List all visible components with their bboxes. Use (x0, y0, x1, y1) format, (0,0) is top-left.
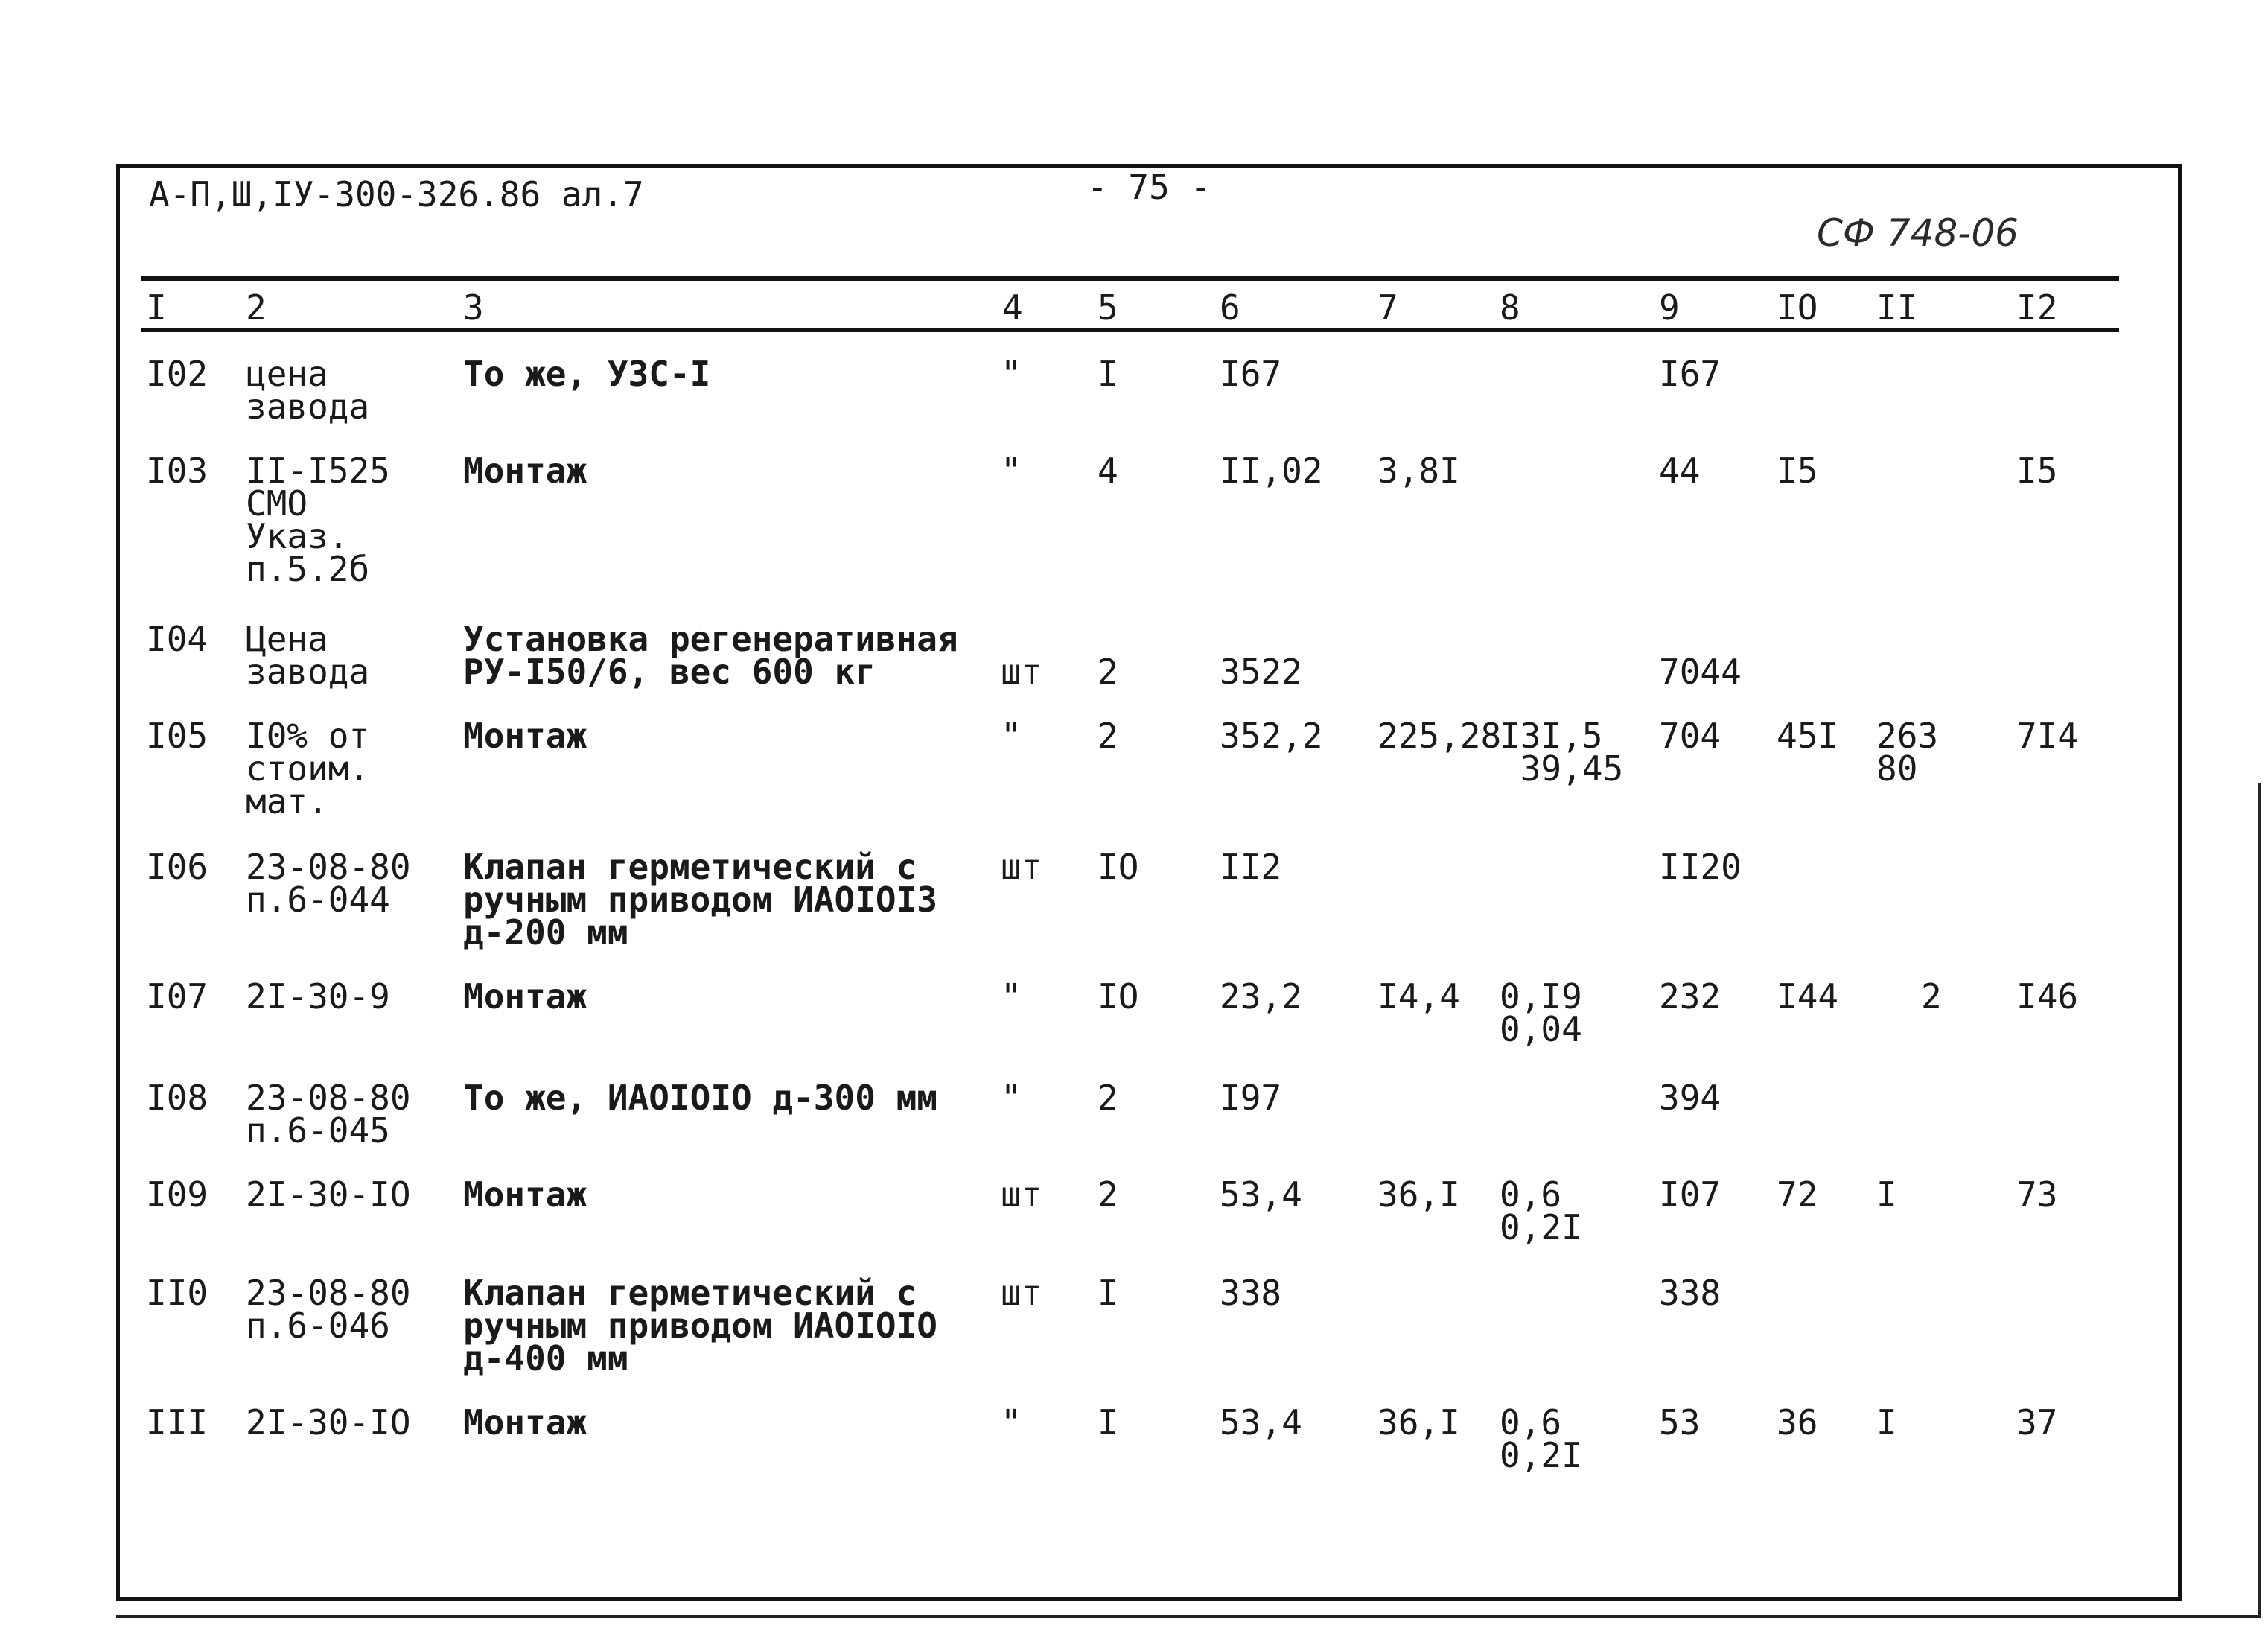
header-rule-top (141, 276, 2119, 281)
cell-col-1: II0 (146, 1273, 208, 1313)
cell-col-5: 2 (1098, 652, 1118, 692)
cell-col-12: 37 (2016, 1402, 2058, 1443)
cell-col-5: 2 (1098, 1174, 1118, 1215)
cell-col-3: Монтаж (463, 1402, 587, 1443)
cell-col-12: I46 (2016, 976, 2079, 1017)
cell-col-1: I07 (146, 976, 208, 1017)
cell-col-9: 704 (1659, 716, 1721, 756)
cell-col-12: 7I4 (2016, 716, 2079, 756)
cell-col-1: I02 (146, 354, 208, 394)
cell-col-2: 23-08-80 п.6-045 (246, 1078, 411, 1151)
cell-col-5: I (1098, 354, 1118, 394)
cell-col-10: 72 (1777, 1174, 1818, 1215)
cell-col-3: Установка регенеративная РУ-I50/6, вес 600 кг (463, 619, 958, 692)
cell-col-7: 36,I (1377, 1402, 1460, 1443)
cell-col-5: IO (1098, 847, 1139, 887)
cell-col-6: 53,4 (1220, 1174, 1302, 1215)
cell-col-4: шт (1001, 847, 1042, 887)
cell-col-4: шт (1001, 1273, 1042, 1313)
cell-col-6: I97 (1220, 1078, 1282, 1118)
cell-col-2: 2I-30-IO (246, 1402, 411, 1443)
cell-col-2: I0% от стоим. мат. (246, 716, 370, 821)
cell-col-4: " (1001, 1078, 1022, 1118)
column-header: 3 (463, 287, 484, 328)
cell-col-11: I (1876, 1174, 1897, 1215)
column-header: II (1876, 287, 1918, 328)
column-header: 7 (1377, 287, 1398, 328)
cell-col-6: 23,2 (1220, 976, 1302, 1017)
column-header: 8 (1500, 287, 1520, 328)
cell-col-5: I (1098, 1402, 1118, 1443)
cell-col-3: Клапан герметический с ручным приводом ИАОIОI3 д-200 мм (463, 847, 937, 953)
cell-col-3: Монтаж (463, 1174, 587, 1215)
cell-col-9: 7044 (1659, 652, 1742, 692)
column-header: I2 (2016, 287, 2058, 328)
cell-col-1: III (146, 1402, 208, 1443)
cell-col-9: 44 (1659, 451, 1701, 491)
cell-col-6: I67 (1220, 354, 1282, 394)
cell-col-4: " (1001, 1402, 1022, 1443)
column-header: 9 (1659, 287, 1680, 328)
cell-col-9: 338 (1659, 1273, 1721, 1313)
cell-col-2: Цена завода (246, 619, 370, 692)
cell-col-4: шт (1001, 652, 1042, 692)
column-header: I (146, 287, 167, 328)
cell-col-7: 225,28 (1377, 716, 1502, 756)
cell-col-2: 23-08-80 п.6-046 (246, 1273, 411, 1346)
cell-col-6: II2 (1220, 847, 1282, 887)
cell-col-6: 352,2 (1220, 716, 1323, 756)
cell-col-12: 73 (2016, 1174, 2058, 1215)
cell-col-3: То же, УЗС-I (463, 354, 711, 394)
cell-col-11: 263 80 (1876, 716, 1939, 789)
cell-col-11: I (1876, 1402, 1897, 1443)
cell-col-8: 0,6 0,2I (1500, 1402, 1582, 1475)
cell-col-8: 0,I9 0,04 (1500, 976, 1582, 1049)
column-header: 2 (246, 287, 267, 328)
cell-col-3: Монтаж (463, 451, 587, 491)
handwritten-stamp: СФ 748-06 (1817, 212, 2019, 255)
cell-col-11: 2 (1921, 976, 1942, 1017)
cell-col-3: Монтаж (463, 976, 587, 1017)
cell-col-6: II,02 (1220, 451, 1323, 491)
cell-col-2: цена завода (246, 354, 370, 427)
column-header: 5 (1098, 287, 1118, 328)
cell-col-1: I09 (146, 1174, 208, 1215)
cell-col-3: Клапан герметический с ручным приводом ИАОIОIО д-400 мм (463, 1273, 937, 1379)
page-frame (116, 164, 2182, 1601)
cell-col-5: 2 (1098, 1078, 1118, 1118)
cell-col-10: I5 (1777, 451, 1818, 491)
cell-col-5: 4 (1098, 451, 1118, 491)
cell-col-1: I04 (146, 619, 208, 659)
cell-col-3: Монтаж (463, 716, 587, 756)
cell-col-4: шт (1001, 1174, 1042, 1215)
document-cipher: А-П,Ш,IУ-300-326.86 ал.7 (149, 174, 644, 214)
column-header: IO (1777, 287, 1818, 328)
cell-col-6: 3522 (1220, 652, 1302, 692)
cell-col-10: 36 (1777, 1402, 1818, 1443)
cell-col-7: 3,8I (1377, 451, 1460, 491)
cell-col-7: 36,I (1377, 1174, 1460, 1215)
cell-col-7: I4,4 (1377, 976, 1460, 1017)
cell-col-6: 338 (1220, 1273, 1282, 1313)
cell-col-1: I06 (146, 847, 208, 887)
cell-col-9: 53 (1659, 1402, 1701, 1443)
cell-col-4: " (1001, 976, 1022, 1017)
cell-col-8: 0,6 0,2I (1500, 1174, 1582, 1247)
cell-col-12: I5 (2016, 451, 2058, 491)
cell-col-2: 23-08-80 п.6-044 (246, 847, 411, 920)
cell-col-9: I07 (1659, 1174, 1721, 1215)
cell-col-9: II20 (1659, 847, 1742, 887)
cell-col-9: I67 (1659, 354, 1721, 394)
cell-col-10: 45I (1777, 716, 1839, 756)
cell-col-9: 394 (1659, 1078, 1721, 1118)
cell-col-2: 2I-30-9 (246, 976, 390, 1017)
cell-col-10: I44 (1777, 976, 1839, 1017)
header-rule-bottom (141, 328, 2119, 332)
cell-col-3: То же, ИАОIОIО д-300 мм (463, 1078, 937, 1118)
cell-col-5: IO (1098, 976, 1139, 1017)
cell-col-8: I3I,5 39,45 (1500, 716, 1624, 789)
cell-col-9: 232 (1659, 976, 1721, 1017)
column-header: 4 (1002, 287, 1023, 328)
cell-col-2: II-I525 СМО Указ. п.5.2б (246, 451, 390, 589)
cell-col-5: 2 (1098, 716, 1118, 756)
cell-col-1: I03 (146, 451, 208, 491)
column-header: 6 (1220, 287, 1240, 328)
cell-col-2: 2I-30-IO (246, 1174, 411, 1215)
cell-col-1: I05 (146, 716, 208, 756)
cell-col-4: " (1001, 716, 1022, 756)
cell-col-6: 53,4 (1220, 1402, 1302, 1443)
cell-col-4: " (1001, 451, 1022, 491)
cell-col-1: I08 (146, 1078, 208, 1118)
cell-col-5: I (1098, 1273, 1118, 1313)
page-number: - 75 - (1087, 167, 1211, 207)
cell-col-4: " (1001, 354, 1022, 394)
